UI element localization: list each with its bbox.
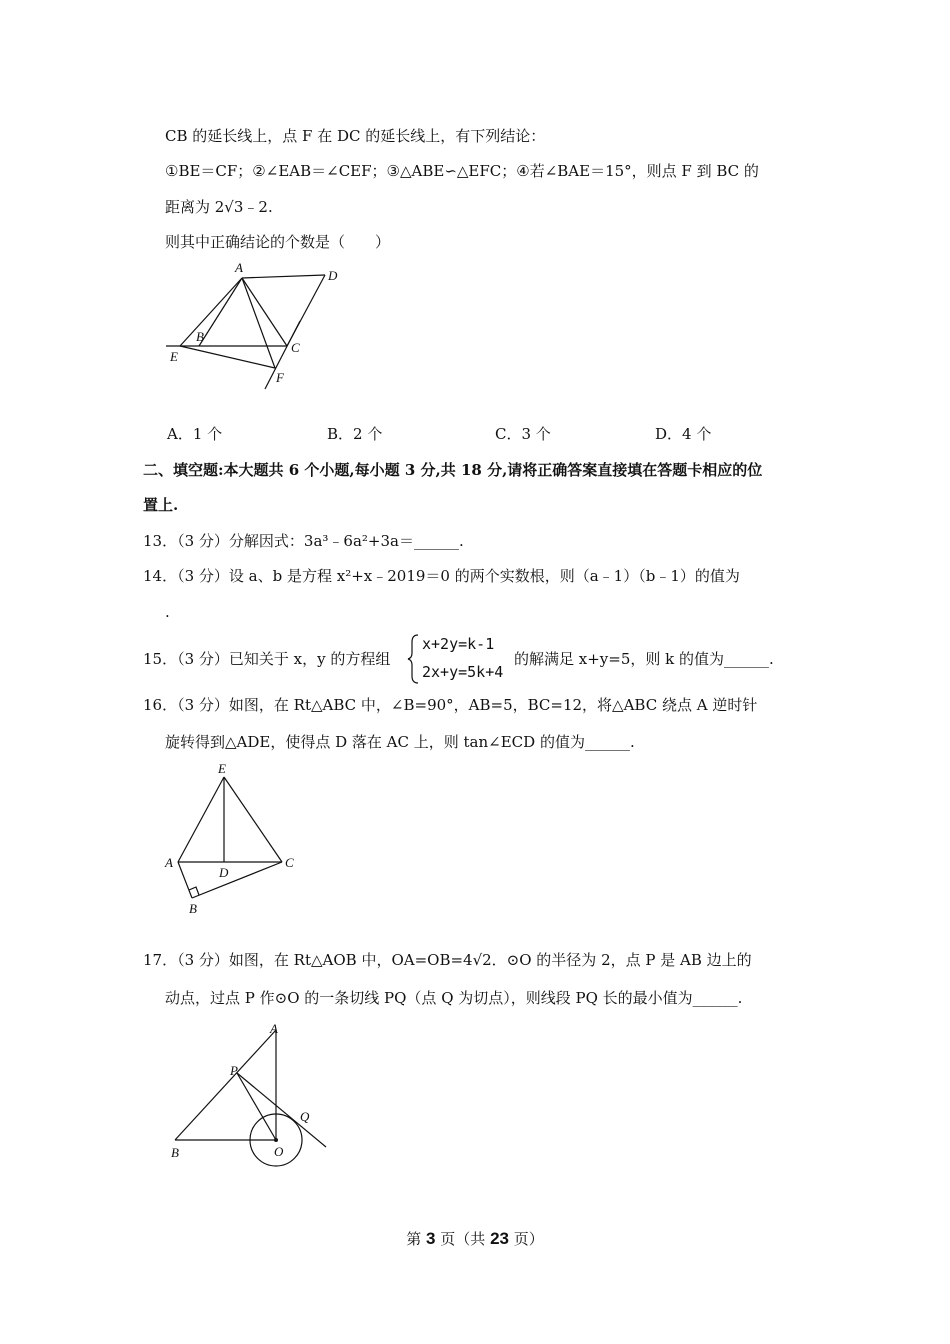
q16-label-e: E (218, 761, 226, 776)
q17-label-b: B (171, 1145, 179, 1160)
page-footer (0, 1228, 950, 1249)
q16-label-a: A (165, 855, 173, 870)
footer-total-pages: 23 (490, 1229, 509, 1248)
q16-text-line-2: 旋转得到△ADE，使得点 D 落在 AC 上，则 tan∠ECD 的值为______. (165, 733, 635, 751)
q12-label-c: C (291, 340, 300, 355)
q17-label-o: O (274, 1144, 284, 1159)
q12-text-line-3: 距离为 2√3﹣2. (165, 198, 273, 216)
q14-text-line-1: 14．（3 分）设 a、b 是方程 x²+x﹣2019＝0 的两个实数根，则（a﹣1）（b﹣1）的值为 (143, 567, 740, 585)
q12-label-e: E (170, 349, 178, 364)
q15-prefix: 15．（3 分）已知关于 x，y 的方程组 (143, 650, 391, 668)
footer-page-number: 3 (426, 1229, 436, 1248)
q12-text-line-4: 则其中正确结论的个数是（ ） (165, 233, 391, 251)
q16-label-c: C (285, 855, 294, 870)
center-o-point (274, 1138, 278, 1142)
q17-text-line-2: 动点，过点 P 作⊙O 的一条切线 PQ（点 Q 为切点），则线段 PQ 长的最小值为______. (165, 989, 743, 1007)
q12-text-line-1: CB 的延长线上，点 F 在 DC 的延长线上，有下列结论： (165, 127, 546, 145)
q12-option-a: A．1 个 (167, 425, 223, 443)
q12-option-c: C．3 个 (495, 425, 551, 443)
q12-text-line-2: ①BE＝CF；②∠EAB＝∠CEF；③△ABE∽△EFC；④若∠BAE＝15°，则点 F 到 BC 的 (165, 162, 759, 180)
q17-label-a: A (270, 1021, 278, 1036)
footer-post: 页） (513, 1230, 544, 1248)
q17-label-p: P (230, 1063, 238, 1078)
q12-label-b: B (196, 329, 204, 344)
footer-pre: 第 (406, 1230, 422, 1248)
q12-option-d: D．4 个 (655, 425, 712, 443)
footer-mid: 页（共 (440, 1230, 486, 1248)
q13-text: 13．（3 分）分解因式：3a³﹣6a²+3a＝______. (143, 532, 464, 550)
q17-figure (160, 1015, 340, 1170)
equation-system-brace (408, 634, 420, 684)
q17-text-line-1: 17．（3 分）如图，在 Rt△AOB 中，OA=OB=4√2．⊙O 的半径为 2，点 P 是 AB 边上的 (143, 951, 752, 969)
q16-figure (150, 755, 310, 920)
q16-label-d: D (219, 865, 229, 880)
q17-label-q: Q (300, 1109, 310, 1124)
q15-equation-1: x+2y=k-1 (422, 635, 495, 653)
q12-option-b: B．2 个 (327, 425, 383, 443)
q16-text-line-1: 16．（3 分）如图，在 Rt△ABC 中，∠B=90°，AB=5，BC=12，将△ABC 绕点 A 逆时针 (143, 696, 758, 714)
q12-label-d: D (328, 268, 338, 283)
section-2-heading-line-2: 置上. (143, 496, 179, 514)
q15-suffix: 的解满足 x+y=5，则 k 的值为______. (514, 650, 774, 668)
q16-label-b: B (189, 901, 197, 916)
q15-equation-2: 2x+y=5k+4 (422, 663, 504, 681)
q14-text-line-2: . (165, 603, 170, 621)
section-2-heading-line-1: 二、填空题:本大题共 6 个小题,每小题 3 分,共 18 分,请将正确答案直接填在答题卡相应的位 (143, 461, 763, 479)
q12-label-a: A (235, 260, 243, 275)
q12-figure (150, 255, 360, 395)
q12-label-f: F (276, 370, 284, 385)
